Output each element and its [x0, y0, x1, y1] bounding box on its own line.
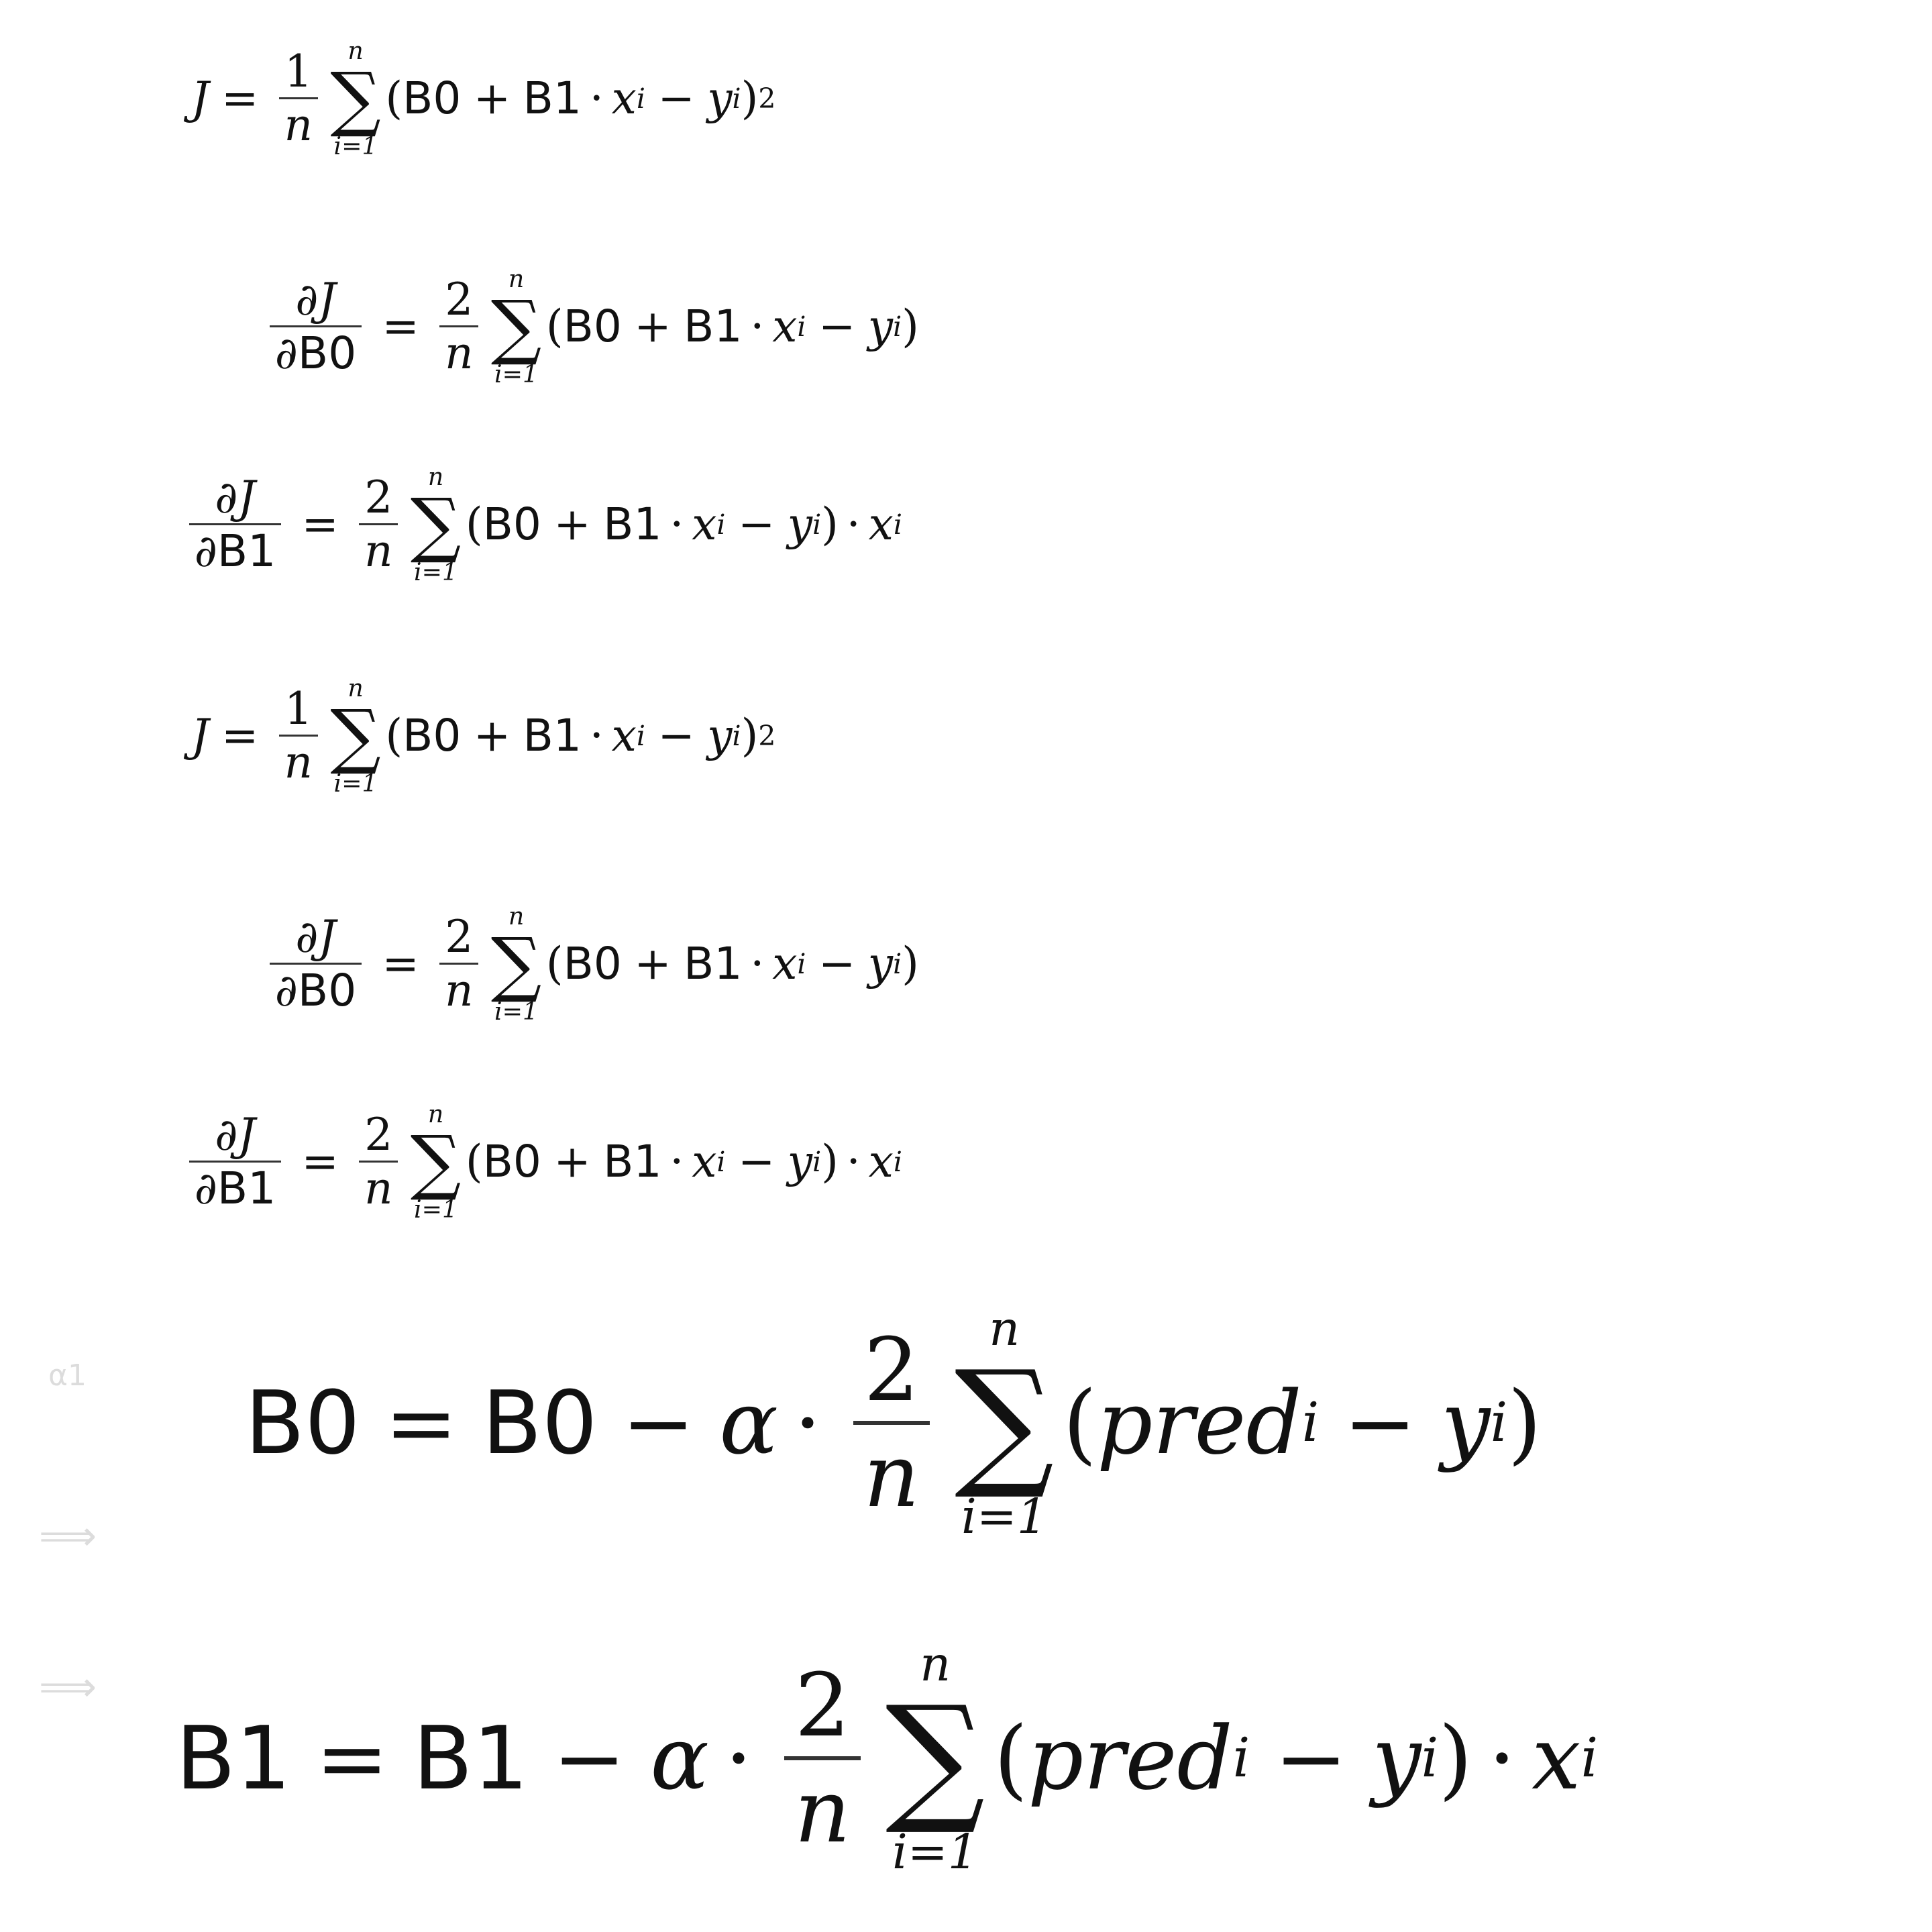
b1-target: B1 [176, 1707, 291, 1810]
prediction: pred [1028, 1707, 1233, 1810]
summation: n ∑ i=1 [410, 462, 462, 587]
b1-term: B1 [523, 72, 582, 125]
ghost-arrow-2: ⟹ [39, 1664, 97, 1711]
equation-update-b0: B0 = B0 − α · 2 n n ∑ i=1 ( pred i − y i ) [245, 1301, 1542, 1544]
prediction: pred [1097, 1372, 1302, 1474]
summation: n ∑ i=1 [490, 264, 542, 389]
summation: n ∑ i=1 [885, 1636, 985, 1880]
equation-grad-b1-1: $\frac{\partial J}{\partial B1}$ = $\frac{2}{n}$ n ∑ i=1 ( B0 + B1 · x i − y i ) · x i [181, 463, 902, 586]
learning-rate: α [719, 1372, 779, 1474]
fraction: $\frac{1}{n}$ [279, 48, 318, 149]
equation-grad-b0-1: $\frac{\partial J}{\partial B0}$ = $\frac{2}{n}$ n ∑ i=1 ( B0 + B1 · x i − y i ) [262, 265, 919, 388]
equation-grad-b0-2: $\frac{\partial J}{\partial B0}$ = $\frac{2}{n}$ n ∑ i=1 ( B0 + B1 · x i − y i ) [262, 902, 919, 1026]
equals-sign: = [221, 72, 259, 125]
ghost-alpha-mark: α1 [48, 1358, 87, 1393]
equation-update-b1: B1 = B1 − α · 2 n n ∑ i=1 ( pred i − y i ) · x i [176, 1636, 1599, 1880]
summation: n ∑ i=1 [410, 1099, 462, 1224]
learning-rate: α [650, 1707, 710, 1810]
b0-term: B0 [402, 72, 462, 125]
equation-grad-b1-2: $\frac{\partial J}{\partial B1}$ = $\frac{2}{n}$ n ∑ i=1 ( B0 + B1 · x i − y i ) · x i [181, 1100, 902, 1224]
summation: n ∑ i=1 [490, 902, 542, 1026]
cost-symbol: J [191, 72, 209, 125]
summation: n ∑ i=1 [330, 36, 381, 161]
b0-target: B0 [245, 1372, 360, 1474]
summation: n ∑ i=1 [954, 1301, 1055, 1544]
ghost-arrow-1: ⟹ [39, 1513, 97, 1560]
summation: n ∑ i=1 [330, 674, 381, 798]
equation-cost-1: J = $\frac{1}{n}$ n ∑ i=1 ( B0 + B1 · x i − y i ) 2 [191, 36, 776, 161]
partial-fraction: $\frac{\partial J}{\partial B1}$ [189, 474, 281, 575]
partial-fraction: $\frac{\partial J}{\partial B0}$ [270, 276, 362, 377]
equation-cost-2: J = $\frac{1}{n}$ n ∑ i=1 ( B0 + B1 · x i − y i ) 2 [191, 674, 776, 798]
